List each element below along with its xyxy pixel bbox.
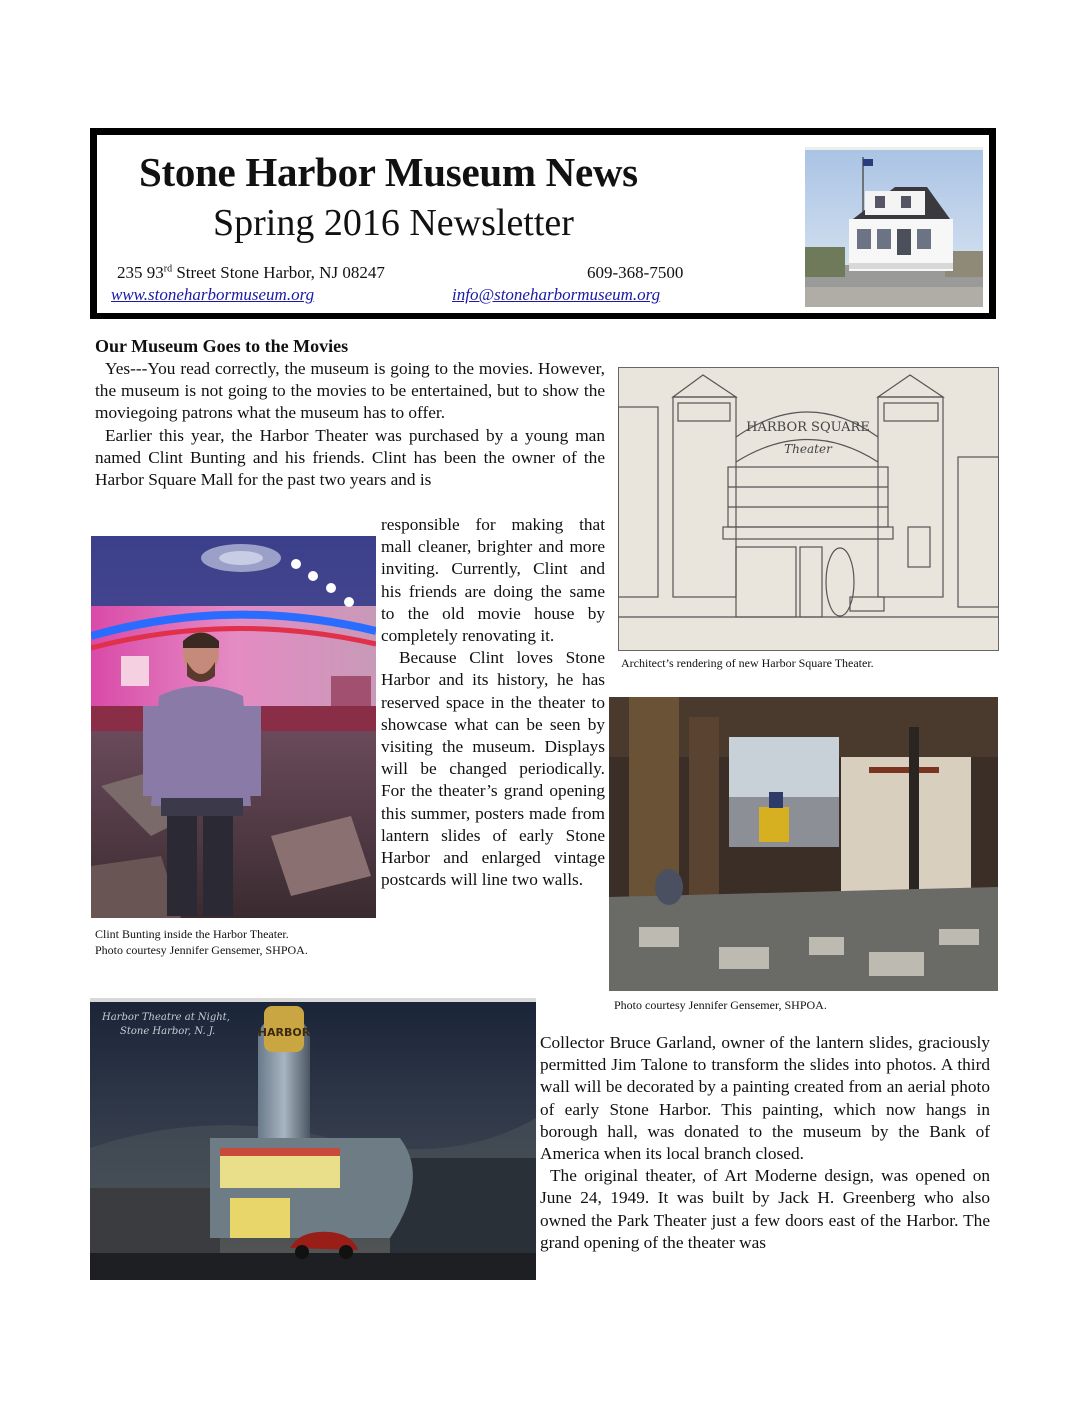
drawing-sign-line1: HARBOR SQUARE (746, 420, 870, 435)
paragraph-2: Earlier this year, the Harbor Theater was purchased by a young man named Clint Bunting and his friends. Clint has been the owner of the Harbor Square Mall for the past two years and is (95, 425, 605, 490)
article-continued (540, 1032, 990, 1254)
museum-phone: 609-368-7500 (587, 263, 684, 282)
museum-address: 235 93rd Street Stone Harbor, NJ 08247 (117, 263, 385, 282)
paragraph-5: The original theater, of Art Moderne design, was opened on June 24, 1949. It was built by Jack H. Greenberg who also owned the Park Theater just a few doors east of the Harbor. The grand opening of the theater was (540, 1166, 990, 1252)
postcard-tower-sign: HARBOR (257, 1026, 311, 1039)
harbor-theatre-postcard (90, 998, 536, 1280)
paragraph-3: Because Clint loves Stone Harbor and its history, he has reserved space in the theater to showcase what can be seen by visiting the museum. Displays will be changed periodically. For the theater’s grand opening this summer, posters made from lantern slides of early Stone Harbor and enlarged vintage postcards will line two walls. (381, 648, 605, 890)
newsletter-title: Stone Harbor Museum News (139, 149, 638, 195)
newsletter-subtitle: Spring 2016 Newsletter (213, 202, 574, 244)
paragraph-2-continued: responsible for making that mall cleaner, brighter and more inviting. Currently, Clint and his friends are doing the same to the old movie house by completely renovating it. (381, 515, 605, 646)
clint-bunting-photo (91, 536, 376, 918)
rendering-caption: Architect’s rendering of new Harbor Square Theater. (621, 656, 874, 670)
architect-rendering-drawing (618, 367, 999, 651)
construction-photo (609, 697, 998, 991)
postcard-caption-line1: Harbor Theatre at Night, (102, 1012, 230, 1023)
museum-building-photo (805, 147, 983, 307)
paragraph-4: Collector Bruce Garland, owner of the lantern slides, graciously permitted Jim Talone to transform the slides into photos. A third wall will be decorated by a painting created from an aerial photo of early Stone Harbor. This painting, which now hangs in borough hall, was donated to the museum by the Bank of America when its local branch closed. (540, 1033, 990, 1164)
article-column (381, 514, 605, 891)
article-headline: Our Museum Goes to the Movies (95, 336, 349, 356)
paragraph-1: Yes---You read correctly, the museum is going to the movies. However, the museum is not going to the movies to be entertained, but to show the moviegoing patrons what the museum has to offer. (95, 359, 605, 423)
clint-photo-caption: Clint Bunting inside the Harbor Theater. Photo courtesy Jennifer Gensemer, SHPOA. (95, 927, 308, 957)
article-intro (95, 358, 605, 491)
postcard-caption-line2: Stone Harbor, N. J. (120, 1026, 216, 1037)
masthead (90, 128, 996, 319)
drawing-sign-line2: Theater (784, 442, 832, 456)
email-link[interactable]: info@stoneharbormuseum.org (452, 285, 661, 304)
website-link[interactable]: www.stoneharbormuseum.org (111, 285, 315, 304)
construction-caption: Photo courtesy Jennifer Gensemer, SHPOA. (614, 998, 827, 1012)
